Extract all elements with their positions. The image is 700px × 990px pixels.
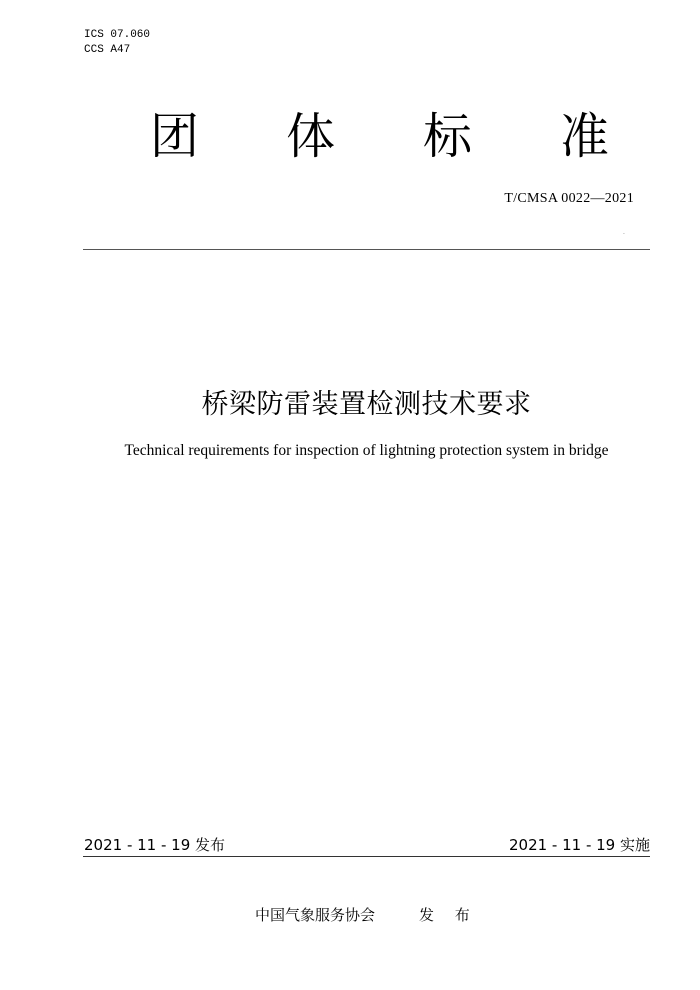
standard-type-char-4: 准 bbox=[560, 108, 610, 165]
title-chinese: 桥梁防雷装置检测技术要求 bbox=[201, 389, 532, 420]
ccs-code: CCS A47 bbox=[84, 44, 131, 56]
publisher-name: 中国气象服务协会 bbox=[255, 906, 376, 924]
small-mark: · bbox=[623, 231, 625, 238]
publish-date: 2021 - 11 - 19 发布 bbox=[84, 836, 226, 854]
top-divider bbox=[83, 249, 650, 250]
implementation-date: 2021 - 11 - 19 实施 bbox=[508, 836, 650, 854]
standard-type-char-3: 标 bbox=[423, 108, 473, 165]
publish-label: 发 布 bbox=[419, 906, 478, 924]
bottom-divider bbox=[83, 856, 650, 857]
standard-type-char-1: 团 bbox=[150, 108, 200, 165]
ics-code: ICS 07.060 bbox=[84, 29, 151, 41]
standard-type-char-2: 体 bbox=[286, 108, 336, 165]
standard-number: T/CMSA 0022—2021 bbox=[504, 191, 634, 206]
title-english: Technical requirements for inspection of lightning protection system in bridge bbox=[124, 442, 609, 459]
